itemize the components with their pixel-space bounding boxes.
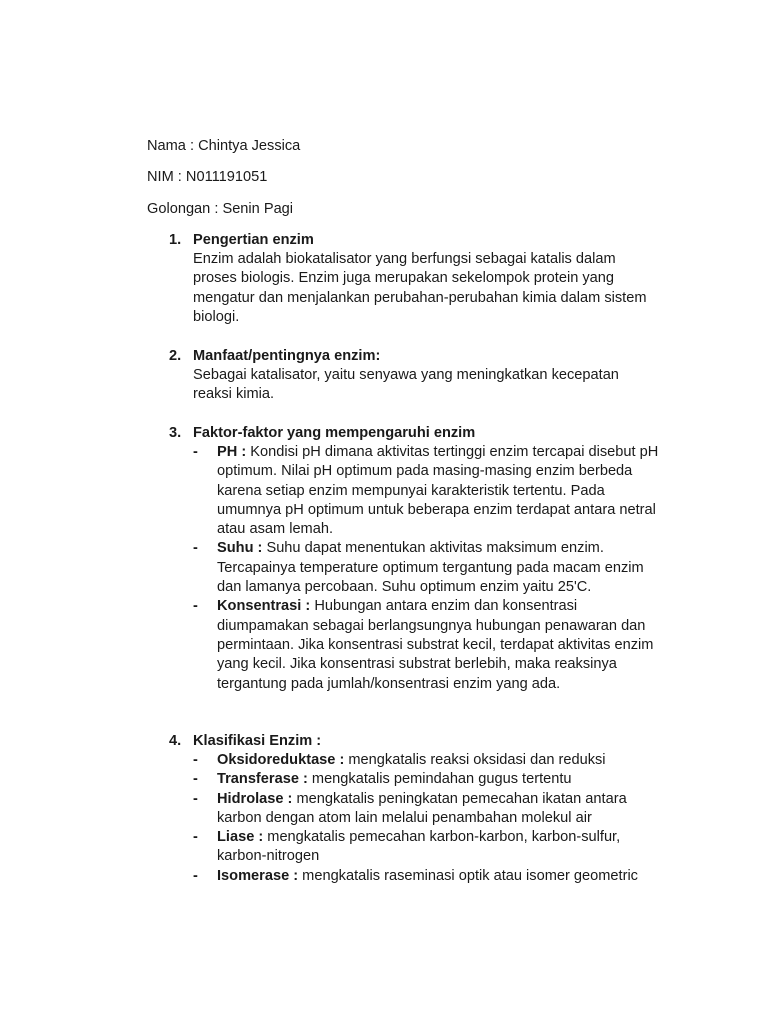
bullet-text (217, 770, 659, 789)
bullet-term: Isomerase : (217, 867, 299, 884)
bullet-term: Suhu : (217, 540, 263, 557)
list-item (169, 597, 659, 693)
bullet-dash: - (193, 444, 198, 460)
list-item (169, 828, 659, 867)
section-number: 3. (169, 425, 182, 441)
section-title: Pengertian enzim (193, 232, 314, 248)
bullet-term: Oksidoreduktase : (217, 752, 345, 768)
section-faktor (169, 424, 659, 694)
section-body: Sebagai katalisator, yaitu senyawa yang meningkatkan kecepatan reaksi kimia. (193, 367, 619, 403)
list-item (169, 790, 659, 829)
list-item (169, 443, 659, 539)
section-title: Manfaat/pentingnya enzim: (193, 348, 381, 364)
section-pengertian (169, 231, 659, 328)
golongan-line: Golongan : Senin Pagi (147, 201, 294, 217)
bullet-term: Konsentrasi : (217, 598, 311, 615)
bullet-text (217, 828, 659, 867)
section-number: 4. (169, 733, 182, 749)
list-item (169, 751, 659, 770)
bullet-description: mengkatalis pemecahan karbon-karbon, karbon-sulfur, karbon-nitrogen (217, 829, 621, 865)
bullet-dash: - (193, 598, 198, 615)
section-body: Enzim adalah biokatalisator yang berfungsi sebagai katalis dalam proses biologis. Enzim juga merupakan sekelompok protein yang mengatur dan menjalankan perubahan-perubahan kimia dalam sistem biologi. (193, 251, 647, 326)
nim-line: NIM : N011191051 (147, 169, 268, 185)
bullet-text (217, 867, 659, 886)
bullet-dash: - (193, 540, 198, 557)
bullet-text (217, 751, 659, 770)
bullet-description: Suhu dapat menentukan aktivitas maksimum enzim. Tercapainya temperature optimum tergantung pada macam enzim dan lamanya percobaan. Suhu optimum enzim yaitu 25'C. (217, 540, 644, 596)
bullet-description: Kondisi pH dimana aktivitas tertinggi enzim tercapai disebut pH optimum. Nilai pH optimum pada masing-masing enzim berbeda karena setiap enzim mempunyai karakteristik tertentu. Pada umumnya pH optimum untuk beberapa enzim terdapat antara netral atau asam lemah. (217, 444, 659, 538)
bullet-text (217, 539, 659, 597)
bullet-description: mengkatalis reaksi oksidasi dan reduksi (344, 752, 606, 768)
name-line: Nama : Chintya Jessica (147, 138, 301, 154)
bullet-description: Hubungan antara enzim dan konsentrasi diumpamakan sebagai berlangsungnya hubungan penawaran dan permintaan. Jika konsentrasi substrat kecil, terdapat aktivitas enzim yang kecil. Jika konsentrasi substrat berlebih, maka reaksinya tergantung pada jumlah/konsentrasi enzim yang ada. (217, 598, 654, 692)
bullet-description: mengkatalis raseminasi optik atau isomer geometric (298, 867, 638, 884)
bullet-dash: - (193, 771, 198, 788)
bullet-term: Hidrolase : (217, 790, 293, 807)
bullet-dash: - (193, 867, 198, 884)
bullet-term: PH : (217, 444, 247, 460)
section-manfaat (169, 347, 659, 405)
bullet-text (217, 597, 659, 693)
section-number: 1. (169, 232, 182, 248)
list-item (169, 539, 659, 597)
section-number: 2. (169, 348, 182, 364)
section-heading (169, 732, 659, 751)
bullet-description: mengkatalis peningkatan pemecahan ikatan antara karbon dengan atom lain melalui penambahan molekul air (217, 790, 627, 826)
section-heading (169, 347, 659, 366)
list-item (169, 867, 659, 886)
bullet-dash: - (193, 829, 198, 846)
bullet-dash: - (193, 752, 198, 768)
section-heading (169, 424, 659, 443)
list-item (169, 770, 659, 789)
section-title: Klasifikasi Enzim : (193, 733, 322, 749)
bullet-term: Transferase : (217, 771, 308, 788)
bullet-term: Liase : (217, 829, 264, 846)
section-title: Faktor-faktor yang mempengaruhi enzim (193, 425, 476, 441)
bullet-text (217, 443, 659, 539)
bullet-text (217, 790, 659, 829)
bullet-dash: - (193, 790, 198, 807)
section-heading (169, 231, 659, 250)
bullet-description: mengkatalis pemindahan gugus tertentu (307, 771, 572, 788)
section-klasifikasi (169, 732, 659, 886)
